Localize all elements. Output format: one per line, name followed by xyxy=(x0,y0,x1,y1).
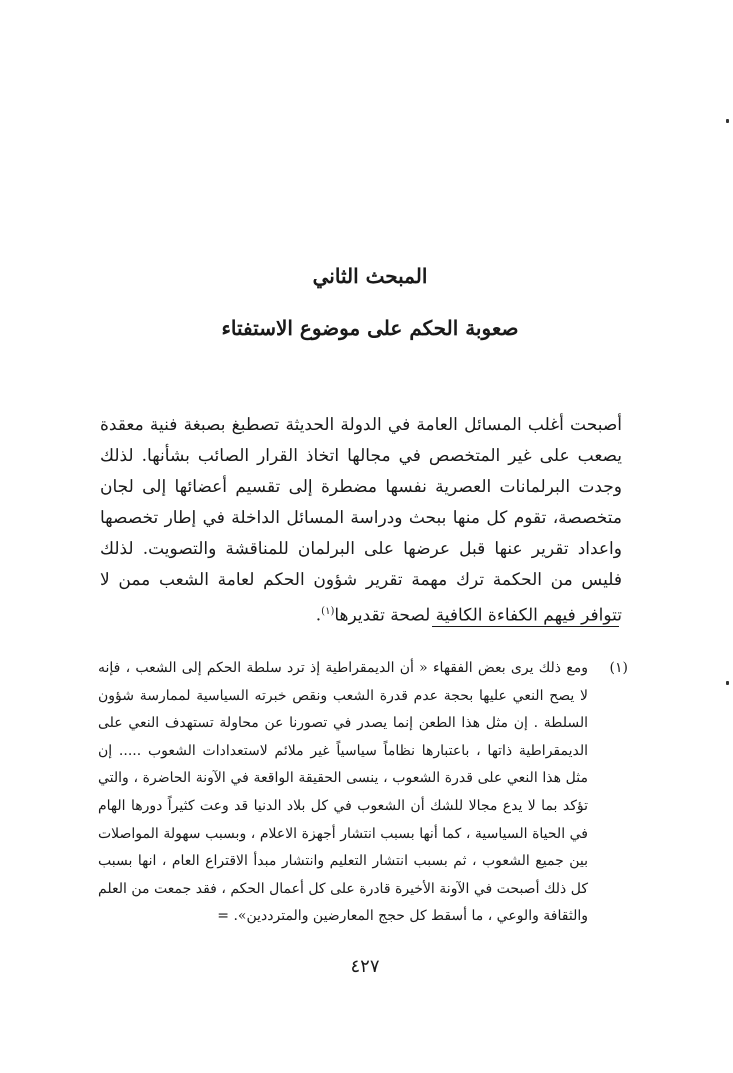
section-subheading: صعوبة الحكم على موضوع الاستفتاء xyxy=(221,316,519,340)
body-paragraph-text: أصبحت أغلب المسائل العامة في الدولة الحديثة تصطبغ بصبغة فنية معقدة يصعب على غير المتخصص في مجالها اتخاذ القرار الصائب بشأنها. لذلك وجدت البرلمانات العصرية نفسها مضطرة إلى تقسيم أعضائها إلى لجان متخصصة، تقوم كل منها ببحث ودراسة المسائل الداخلة في إطار تخصصها واعداد تقرير عنها قبل عرضها على البرلمان للمناقشة والتصويت. لذلك فليس من الحكمة ترك مهمة تقرير شؤون الحكم لعامة الشعب ممن لا تتوافر فيهم الكفاءة الكافية لصحة تقديرها xyxy=(100,415,622,626)
body-paragraph xyxy=(100,410,622,632)
footnote-number: (١) xyxy=(609,660,628,676)
footnote-text: ومع ذلك يرى بعض الفقهاء « أن الديمقراطية إذ ترد سلطة الحكم إلى الشعب ، فإنه لا يصح النعي عليها بحجة عدم قدرة الشعب ونقص خبرته السياسية لممارسة شؤون السلطة . إن مثل هذا الطعن إنما يصدر في تصورنا عن محاولة تستهدف النعي على الديمقراطية ذاتها ، باعتبارها نظاماً سياسياً غير ملائم لاستعدادات الشعوب ..... إن مثل هذا النعي على قدرة الشعوب ، ينسى الحقيقة الواقعة في الآونة الحاضرة ، والتي تؤكد بما لا يدع مجالا للشك أن الشعوب في كل بلاد الدنيا قد وعت كثيراً دورها الهام في الحياة السياسية ، كما أنها بسبب انتشار أجهزة الاعلام ، وبسبب سهولة المواصلات بين جميع الشعوب ، ثم بسبب انتشار التعليم وانتشار مبدأ الاقتراع العام ، انها بسبب كل ذلك أصبحت في الآونة الأخيرة قادرة على كل أعمال الحكم ، فقد جمعت من العلم والثقافة والوعي ، ما أسقط كل حجج المعارضين والمترددين». = xyxy=(98,660,588,925)
scan-speck xyxy=(726,681,729,685)
page-number: ٤٢٧ xyxy=(350,956,380,977)
footnote xyxy=(98,655,628,931)
scan-speck xyxy=(726,119,729,123)
footnote-reference: (١) xyxy=(321,606,335,617)
section-heading: المبحث الثاني xyxy=(312,264,428,288)
body-paragraph-end: . xyxy=(315,605,322,626)
footnote-separator xyxy=(432,626,619,627)
